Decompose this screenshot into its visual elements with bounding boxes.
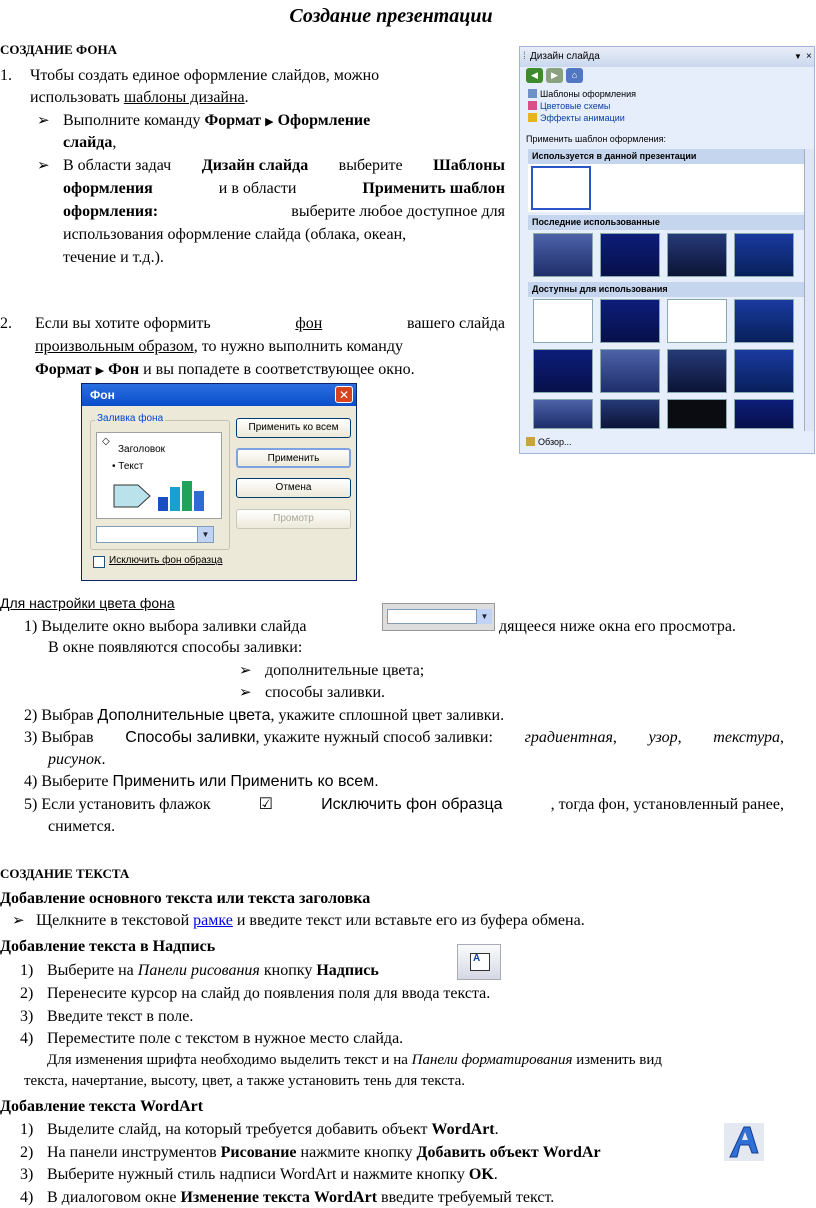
template-thumb[interactable]	[734, 299, 794, 343]
preview-text: • Текст	[112, 461, 144, 472]
template-thumb[interactable]	[734, 399, 794, 429]
textbox-button-icon: A	[457, 944, 501, 980]
wa-num: 3)	[20, 1166, 34, 1183]
animation-effects-pane-link[interactable]: Эффекты анимации	[528, 112, 625, 124]
wa-num: 4)	[20, 1189, 34, 1206]
chevron-down-icon: ▼	[476, 609, 492, 624]
dialog-title: Фон	[90, 388, 115, 402]
wa-num: 2)	[20, 1144, 34, 1161]
close-icon[interactable]: ✕	[335, 386, 353, 403]
subheading-main-text: Добавление основного текста или текста заголовка	[0, 890, 371, 907]
tb-step2: Перенесите курсор на слайд до появления поля для ввода текста.	[47, 985, 491, 1002]
preview-shapes-icon	[112, 479, 212, 513]
tb-num: 1)	[20, 962, 34, 979]
apply-button[interactable]: Применить	[236, 448, 351, 468]
color-step5-cont: снимется.	[48, 818, 116, 835]
item1-line2: использовать шаблоны дизайна.	[30, 89, 249, 106]
wa-step4: В диалоговом окне Изменение текста WordArt введите требуемый текст.	[47, 1189, 555, 1206]
tb-num: 2)	[20, 985, 34, 1002]
section-heading-background: СОЗДАНИЕ ФОНА	[0, 42, 117, 57]
subheading-wordart: Добавление текста WordArt	[0, 1098, 204, 1115]
color-step1: 1) Выделите окно выбора заливки слайда	[24, 618, 307, 635]
color-settings-heading: Для настройки цвета фона	[0, 595, 175, 611]
step2-line4: использования оформление слайда (облака, океан,	[63, 226, 407, 243]
color-step3-cont: рисунок.	[48, 751, 106, 768]
color-step3: 3) Выбрав Способы заливки, укажите нужный способ заливки: градиентная, узор, текстура,	[24, 729, 784, 746]
color-step4: 4) Выберите Применить или Применить ко всем.	[24, 773, 379, 790]
template-thumb[interactable]	[600, 233, 660, 277]
back-icon[interactable]: ◀	[526, 68, 543, 83]
main-text-bullet: Щелкните в текстовой рамке и введите текст или вставьте его из буфера обмена.	[36, 912, 585, 929]
slide-design-task-pane	[519, 46, 815, 454]
fill-group-label: Заливка фона	[97, 413, 164, 424]
fill-select-box	[387, 609, 477, 624]
step1-line1: Выполните команду Формат ▶ Оформление	[63, 112, 371, 129]
omit-master-checkbox[interactable]	[93, 556, 105, 568]
forward-icon[interactable]: ▶	[546, 68, 563, 83]
chevron-down-icon[interactable]: ▼	[197, 527, 213, 542]
fill-color-combo[interactable]	[96, 526, 214, 543]
template-thumb[interactable]	[667, 299, 727, 343]
step2-line3: оформления: выберите любое доступное для	[63, 203, 505, 220]
color-step2: 2) Выбрав Дополнительные цвета, укажите сплошной цвет заливки.	[24, 707, 505, 724]
frame-link[interactable]: рамке	[193, 912, 233, 929]
template-thumb[interactable]	[734, 233, 794, 277]
design-templates-link[interactable]: шаблоны дизайна	[123, 89, 245, 106]
item1-line1: Чтобы создать единое оформление слайдов, можно	[30, 67, 380, 84]
dialog-titlebar	[82, 384, 356, 406]
home-icon[interactable]: ⌂	[566, 68, 583, 83]
step1-line2: слайда,	[63, 134, 117, 151]
wordart-button-icon	[724, 1123, 764, 1161]
arrow-bullet-icon: ➢	[37, 113, 50, 129]
background-dialog	[81, 383, 357, 581]
template-thumb[interactable]	[533, 299, 593, 343]
fill-select-image	[382, 603, 495, 631]
template-thumb[interactable]	[667, 399, 727, 429]
wa-num: 1)	[20, 1121, 34, 1138]
item2-line2: произвольным образом, то нужно выполнить команду	[35, 338, 403, 355]
template-thumb[interactable]	[600, 349, 660, 393]
grip-icon: ⁞	[523, 51, 526, 62]
omit-master-label: Исключить фон образца	[109, 555, 223, 566]
item2-number: 2.	[0, 315, 12, 332]
step2-line5: течение и т.д.).	[63, 249, 164, 266]
apply-to-all-button[interactable]: Применить ко всем	[236, 418, 351, 438]
template-thumb[interactable]	[533, 399, 593, 429]
wa-step2: На панели инструментов Рисование нажмите кнопку Добавить объект WordAr	[47, 1144, 601, 1161]
task-pane-header	[520, 47, 814, 67]
color-schemes-pane-link[interactable]: Цветовые схемы	[528, 100, 610, 112]
step2-line1: В области задач Дизайн слайда выберите Шаблоны	[63, 157, 505, 174]
checkbox-checked-icon: ☑	[258, 796, 273, 813]
fill-bullet2: способы заливки.	[265, 684, 386, 701]
task-pane-title: Дизайн слайда	[530, 51, 600, 62]
browse-link[interactable]: Обзор...	[526, 436, 572, 448]
template-thumb[interactable]	[667, 233, 727, 277]
menu-arrow-icon: ▶	[95, 365, 105, 377]
color-schemes-icon	[528, 101, 537, 110]
arbitrary-way-link[interactable]: произвольным образом	[35, 338, 194, 355]
item2-line1: Если вы хотите оформить фон вашего слайда	[35, 315, 505, 332]
subheading-textbox: Добавление текста в Надпись	[0, 938, 216, 955]
section-recently-used: Последние использованные	[528, 215, 804, 230]
pane-scrollbar[interactable]	[804, 149, 814, 431]
design-templates-pane-link[interactable]: Шаблоны оформления	[528, 88, 636, 100]
wa-step3: Выберите нужный стиль надписи WordArt и нажмите кнопку OK.	[47, 1166, 498, 1183]
animation-icon	[528, 113, 537, 122]
pane-dropdown-icon[interactable]: ▼	[794, 52, 802, 61]
background-link[interactable]: фон	[295, 315, 323, 332]
tb-num: 3)	[20, 1008, 34, 1025]
template-thumb[interactable]	[600, 399, 660, 429]
section-available: Доступны для использования	[528, 282, 804, 297]
apply-template-label: Применить шаблон оформления:	[526, 134, 667, 144]
browse-icon	[526, 437, 535, 446]
tb-step1: Выберите на Панели рисования кнопку Надпись	[47, 962, 379, 979]
templates-icon	[528, 89, 537, 98]
wa-step1: Выделите слайд, на который требуется добавить объект WordArt.	[47, 1121, 499, 1138]
tb-step4: Переместите поле с текстом в нужное место слайда.	[47, 1030, 404, 1047]
menu-arrow-icon: ▶	[265, 116, 274, 128]
color-step5: 5) Если установить флажок ☑ Исключить фон образца , тогда фон, установленный ранее,	[24, 796, 784, 813]
arrow-bullet-icon: ➢	[12, 913, 25, 929]
template-thumb[interactable]	[531, 166, 591, 210]
template-thumb[interactable]	[533, 233, 593, 277]
preview-button[interactable]: Промотр	[236, 509, 351, 529]
arrow-bullet-icon: ➢	[37, 158, 50, 174]
font-note-line2: текста, начертание, высоту, цвет, а также установить тень для текста.	[24, 1073, 465, 1089]
color-step1-cont: В окне появляются способы заливки:	[48, 639, 303, 656]
item2-line3: Формат ▶ Фон и вы попадете в соответствующее окно.	[35, 361, 415, 378]
section-used-in-presentation: Используется в данной презентации	[528, 149, 804, 164]
preview-heading: Заголовок	[118, 444, 166, 455]
pane-close-icon[interactable]: ×	[806, 51, 812, 62]
diamond-icon: ◇	[102, 436, 110, 447]
item1-number: 1.	[0, 67, 12, 84]
cancel-button[interactable]: Отмена	[236, 478, 351, 498]
fill-bullet1: дополнительные цвета;	[265, 662, 425, 679]
tb-step3: Введите текст в поле.	[47, 1008, 194, 1025]
font-note-line1: Для изменения шрифта необходимо выделить текст и на Панели форматирования изменить вид	[47, 1052, 663, 1068]
page-title: Создание презентации	[289, 5, 493, 27]
template-thumb[interactable]	[734, 349, 794, 393]
step2-line2: оформления и в области Применить шаблон	[63, 180, 505, 197]
template-thumb[interactable]	[533, 349, 593, 393]
arrow-bullet-icon: ➢	[239, 685, 252, 701]
section-heading-text: СОЗДАНИЕ ТЕКСТА	[0, 866, 130, 881]
tb-num: 4)	[20, 1030, 34, 1047]
template-thumb[interactable]	[667, 349, 727, 393]
color-step1-end: дящееся ниже окна его просмотра.	[499, 618, 736, 635]
arrow-bullet-icon: ➢	[239, 663, 252, 679]
template-thumb[interactable]	[600, 299, 660, 343]
